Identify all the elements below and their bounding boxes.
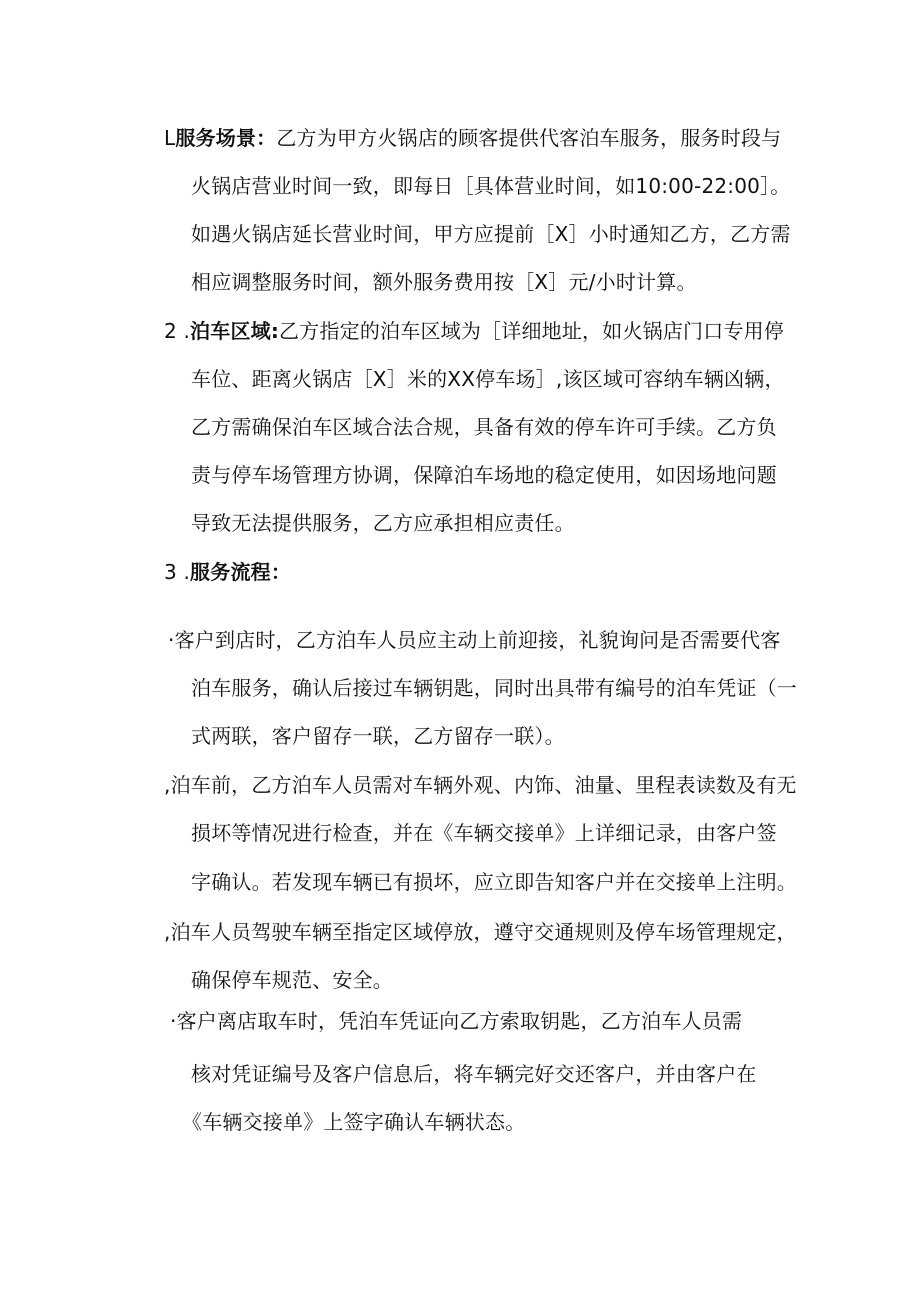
step-marker: · bbox=[170, 1009, 177, 1033]
section-3-heading-line bbox=[164, 558, 291, 586]
step-text: 客户到店时，乙方泊车人员应主动上前迎接，礼貌询问是否需要代客 bbox=[174, 628, 781, 652]
step-marker: , bbox=[164, 773, 171, 797]
step-2-line: 损坏等情况进行检查，并在《车辆交接单》上详细记录，由客户签 bbox=[191, 821, 777, 845]
section-2-first-line bbox=[164, 317, 784, 345]
section-3-number: 3 . bbox=[164, 560, 191, 584]
step-1-first-line bbox=[168, 626, 781, 654]
section-1-heading: 服务场景： bbox=[175, 126, 277, 150]
step-4-first-line bbox=[170, 1007, 742, 1035]
step-text: 泊车人员驾驶车辆至指定区域停放，遵守交通规则及停车场管理规定， bbox=[170, 920, 797, 944]
step-4-line: 核对凭证编号及客户信息后，将车辆完好交还客户，并由客户在 bbox=[191, 1062, 757, 1086]
step-2-first-line bbox=[164, 771, 797, 799]
step-2-line: 字确认。若发现车辆已有损坏，应立即告知客户并在交接单上注明。 bbox=[191, 870, 797, 894]
section-1-text: 乙方为甲方火锅店的顾客提供代客泊车服务，服务时段与 bbox=[276, 126, 782, 150]
section-2-line: 车位、距离火锅店［X］米的XX停车场］,该区域可容纳车辆凶辆， bbox=[191, 367, 785, 391]
section-1-line: 相应调整服务时间，额外服务费用按［X］元/小时计算。 bbox=[191, 270, 697, 294]
step-text: 客户离店取车时，凭泊车凭证向乙方索取钥匙，乙方泊车人员需 bbox=[176, 1009, 743, 1033]
section-2-line: 乙方需确保泊车区域合法合规，具备有效的停车许可手续。乙方负 bbox=[191, 415, 777, 439]
section-2-number: 2 . bbox=[164, 319, 191, 343]
section-2-line: 责与停车场管理方协调，保障泊车场地的稳定使用，如因场地问题 bbox=[191, 463, 777, 487]
step-1-line: 式两联，客户留存一联，乙方留存一联）。 bbox=[191, 724, 565, 748]
step-marker: , bbox=[164, 920, 171, 944]
section-2-heading: 泊车区域: bbox=[190, 319, 280, 343]
step-3-first-line bbox=[164, 918, 797, 946]
step-marker: · bbox=[168, 628, 175, 652]
section-1-first-line bbox=[164, 124, 781, 152]
step-1-line: 泊车服务，确认后接过车辆钥匙，同时出具带有编号的泊车凭证（一 bbox=[191, 676, 797, 700]
section-1-line: 火锅店营业时间一致，即每日［具体营业时间，如10:00-22:00］。 bbox=[191, 174, 791, 198]
section-2-text: 乙方指定的泊车区域为［详细地址，如火锅店门口专用停 bbox=[279, 319, 785, 343]
section-2-line: 导致无法提供服务，乙方应承担相应责任。 bbox=[191, 511, 575, 535]
step-4-line: 《车辆交接单》上签字确认车辆状态。 bbox=[182, 1110, 526, 1134]
step-text: 泊车前，乙方泊车人员需对车辆外观、内饰、油量、里程表读数及有无 bbox=[170, 773, 797, 797]
section-3-heading: 服务流程： bbox=[190, 560, 292, 584]
section-1-number: L bbox=[164, 126, 176, 150]
section-1-line: 如遇火锅店延长营业时间，甲方应提前［X］小时通知乙方，乙方需 bbox=[191, 222, 791, 246]
step-3-line: 确保停车规范、安全。 bbox=[191, 968, 393, 992]
